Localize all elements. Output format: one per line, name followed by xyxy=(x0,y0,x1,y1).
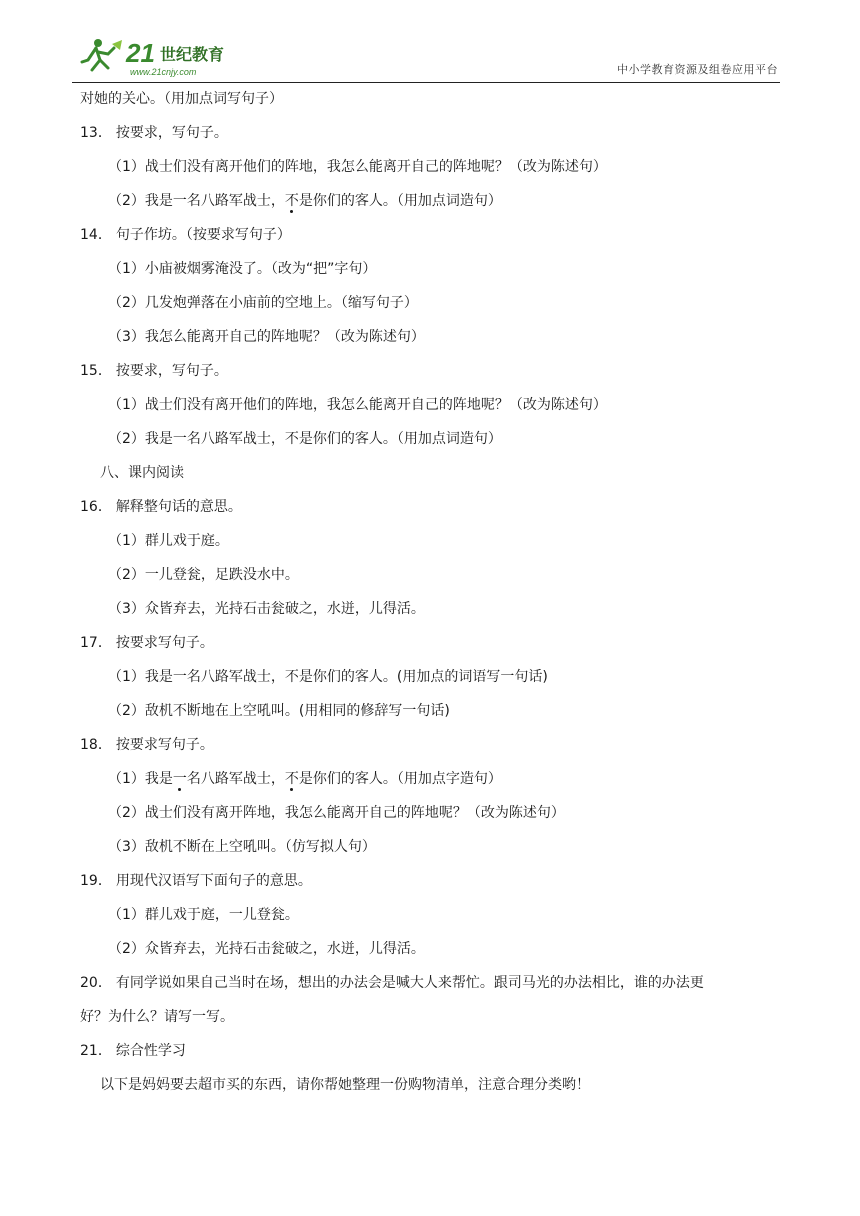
question-18 xyxy=(80,728,790,762)
question-text: 综合性学习 xyxy=(115,1043,186,1059)
question-body: 以下是妈妈要去超市买的东西，请你帮她整理一份购物清单，注意合理分类哟！ xyxy=(100,1077,590,1093)
sub-question: （2）我是一名八路军战士，不是你们的客人。（用加点词造句） xyxy=(108,431,502,447)
sub-question: （2）敌机不断地在上空吼叫。(用相同的修辞写一句话) xyxy=(108,703,450,719)
question-number: 18． xyxy=(80,737,112,753)
question-text: 用现代汉语写下面句子的意思。 xyxy=(115,873,312,889)
question-text: 有同学说如果自己当时在场，想出的办法会是喊大人来帮忙。跟司马光的办法相比，谁的办法更 xyxy=(115,975,704,991)
text-span: 是你们的客人。（用加点字造句） xyxy=(298,771,502,787)
question-text: 解释整句话的意思。 xyxy=(115,499,242,515)
sub-question: （1）战士们没有离开他们的阵地，我怎么能离开自己的阵地呢？（改为陈述句） xyxy=(108,159,607,175)
text-span: （1）我是 xyxy=(108,771,173,787)
text-span: 名八路军战士， xyxy=(186,771,285,787)
sub-question: （3）众皆弃去，光持石击瓮破之，水迸，儿得活。 xyxy=(108,601,425,617)
question-15 xyxy=(80,354,790,388)
question-number: 19． xyxy=(80,873,112,889)
question-16 xyxy=(80,490,790,524)
section-heading: 八、课内阅读 xyxy=(100,465,184,481)
dotted-char: 一 xyxy=(172,771,187,787)
sub-question: （2）众皆弃去，光持石击瓮破之，水迸，儿得活。 xyxy=(108,941,425,957)
question-20 xyxy=(80,966,790,1000)
sub-question: （3）我怎么能离开自己的阵地呢？（改为陈述句） xyxy=(108,329,425,345)
question-number: 21． xyxy=(80,1043,112,1059)
sub-question xyxy=(80,762,790,796)
dotted-char: 不 xyxy=(284,193,299,209)
question-text: 按要求，写句子。 xyxy=(115,363,228,379)
svg-text:21: 21 xyxy=(126,38,155,68)
dotted-char: 不 xyxy=(284,771,299,787)
question-text: 按要求写句子。 xyxy=(115,635,214,651)
sub-question: （1）群儿戏于庭，一儿登瓮。 xyxy=(108,907,299,923)
question-14 xyxy=(80,218,790,252)
document-body xyxy=(80,82,790,1102)
sub-question: （3）敌机不断在上空吼叫。（仿写拟人句） xyxy=(108,839,376,855)
sub-question: （2）一儿登瓮，足跌没水中。 xyxy=(108,567,299,583)
question-text: 按要求写句子。 xyxy=(115,737,214,753)
question-19 xyxy=(80,864,790,898)
question-text: 句子作坊。（按要求写句子） xyxy=(115,227,291,243)
sub-question: （1）小庙被烟雾淹没了。（改为“把”字句） xyxy=(108,261,377,277)
svg-text:世纪教育: 世纪教育 xyxy=(160,45,225,64)
question-number: 13． xyxy=(80,125,112,141)
question-number: 16． xyxy=(80,499,112,515)
question-number: 14． xyxy=(80,227,112,243)
sub-question xyxy=(80,184,790,218)
sub-question: （2）几发炮弹落在小庙前的空地上。（缩写句子） xyxy=(108,295,418,311)
text-span: 是你们的客人。（用加点词造句） xyxy=(298,193,502,209)
page-header xyxy=(72,30,780,83)
sub-question: （1）战士们没有离开他们的阵地，我怎么能离开自己的阵地呢？（改为陈述句） xyxy=(108,397,607,413)
question-21 xyxy=(80,1034,790,1068)
question-text-continued: 好？为什么？请写一写。 xyxy=(80,1009,234,1025)
svg-text:www.21cnjy.com: www.21cnjy.com xyxy=(130,67,197,77)
question-13 xyxy=(80,116,790,150)
question-number: 20． xyxy=(80,975,112,991)
question-number: 17． xyxy=(80,635,112,651)
text-span: （2）我是一名八路军战士， xyxy=(108,193,285,209)
platform-label: 中小学教育资源及组卷应用平台 xyxy=(617,63,778,76)
logo xyxy=(78,34,268,78)
question-text: 按要求，写句子。 xyxy=(115,125,228,141)
sub-question: （1）群儿戏于庭。 xyxy=(108,533,229,549)
sub-question: （1）我是一名八路军战士，不是你们的客人。(用加点的词语写一句话) xyxy=(108,669,548,685)
question-number: 15． xyxy=(80,363,112,379)
question-17 xyxy=(80,626,790,660)
text-line: 对她的关心。（用加点词写句子） xyxy=(80,91,283,107)
sub-question: （2）战士们没有离开阵地，我怎么能离开自己的阵地呢？（改为陈述句） xyxy=(108,805,565,821)
